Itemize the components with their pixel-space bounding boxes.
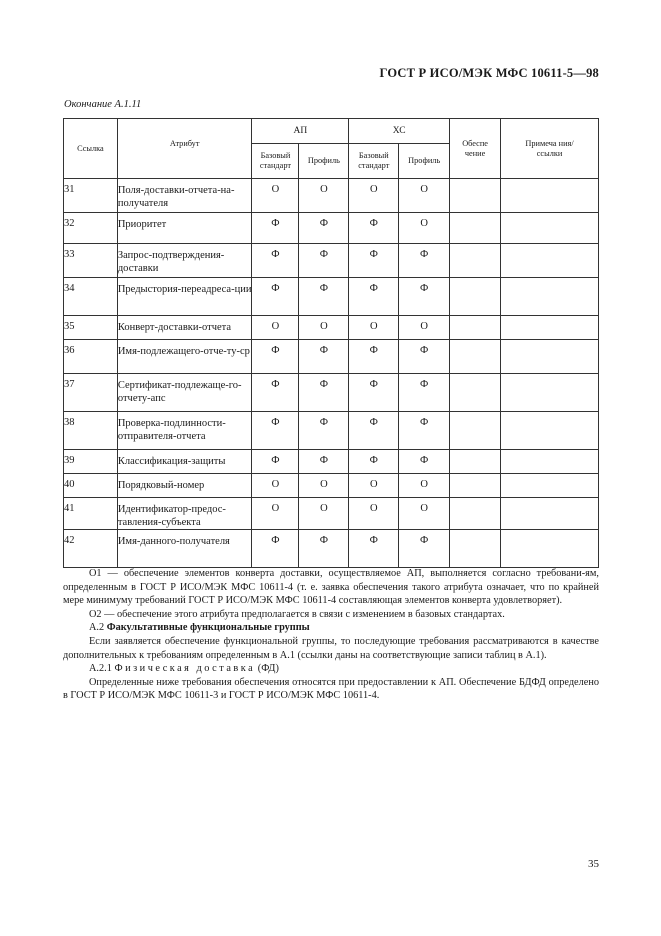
notes-cell <box>501 244 599 278</box>
xs-profile-value: Ф <box>399 530 450 568</box>
row-ref: 35 <box>64 316 118 340</box>
xs-profile-value: О <box>399 179 450 213</box>
ap-base-value: О <box>252 179 299 213</box>
row-ref: 33 <box>64 244 118 278</box>
subsection-abbr: (ФД) <box>257 663 279 675</box>
ap-profile-value: Ф <box>299 412 349 450</box>
xs-base-value: Ф <box>349 340 399 374</box>
ap-profile-value: О <box>299 316 349 340</box>
table-row <box>64 278 599 316</box>
xs-base-value: Ф <box>349 412 399 450</box>
xs-profile-value: Ф <box>399 278 450 316</box>
col-header-ap-base: Базовый стандарт <box>252 144 299 179</box>
provision-cell <box>450 474 501 498</box>
page-number: 35 <box>588 858 599 870</box>
xs-profile-value: Ф <box>399 374 450 412</box>
notes-cell <box>501 450 599 474</box>
section-heading-a21 <box>63 662 599 676</box>
ap-base-value: Ф <box>252 278 299 316</box>
provision-cell <box>450 340 501 374</box>
ap-base-value: О <box>252 316 299 340</box>
row-ref: 39 <box>64 450 118 474</box>
row-ref: 41 <box>64 498 118 530</box>
provision-cell <box>450 412 501 450</box>
xs-base-value: Ф <box>349 278 399 316</box>
provision-cell <box>450 179 501 213</box>
ap-profile-value: Ф <box>299 450 349 474</box>
table-body <box>64 179 599 568</box>
row-ref: 31 <box>64 179 118 213</box>
requirements-table <box>63 118 599 568</box>
xs-profile-value: О <box>399 316 450 340</box>
col-header-attribute: Атрибут <box>117 119 252 179</box>
col-header-notes: Примеча ния/ссылки <box>501 119 599 179</box>
notes-cell <box>501 213 599 244</box>
xs-base-value: О <box>349 316 399 340</box>
xs-base-value: Ф <box>349 244 399 278</box>
xs-profile-value: Ф <box>399 450 450 474</box>
xs-profile-value: Ф <box>399 244 450 278</box>
ap-profile-value: Ф <box>299 278 349 316</box>
ap-profile-value: О <box>299 179 349 213</box>
ap-base-value: Ф <box>252 213 299 244</box>
paragraph-a21: Определенные ниже требования обеспечения относятся при предоставлении к АП. Обеспечение БДФД определено в ГОСТ Р ИСО/МЭК МФС 10611-3 и ГОСТ Р ИСО/МЭК МФС 10611-4. <box>63 676 599 702</box>
col-header-xs: ХС <box>349 119 450 144</box>
col-header-ap: АП <box>252 119 349 144</box>
xs-profile-value: О <box>399 498 450 530</box>
table-row <box>64 316 599 340</box>
subsection-title: Физическая доставка <box>114 663 256 675</box>
body-text <box>63 567 599 703</box>
provision-cell <box>450 450 501 474</box>
provision-cell <box>450 244 501 278</box>
ap-base-value: О <box>252 498 299 530</box>
xs-profile-value: Ф <box>399 340 450 374</box>
notes-cell <box>501 340 599 374</box>
row-ref: 40 <box>64 474 118 498</box>
xs-base-value: О <box>349 474 399 498</box>
row-attribute: Предыстория-переадреса-ции <box>117 278 252 316</box>
table-row <box>64 450 599 474</box>
notes-cell <box>501 316 599 340</box>
ap-base-value: Ф <box>252 450 299 474</box>
table-row <box>64 498 599 530</box>
row-ref: 36 <box>64 340 118 374</box>
note-o2: О2 — обеспечение этого атрибута предполагается в связи с изменением в базовых стандартах. <box>89 608 505 620</box>
xs-base-value: Ф <box>349 213 399 244</box>
xs-profile-value: О <box>399 474 450 498</box>
table-row <box>64 244 599 278</box>
provision-cell <box>450 498 501 530</box>
table-row <box>64 213 599 244</box>
provision-cell <box>450 530 501 568</box>
xs-base-value: Ф <box>349 374 399 412</box>
notes-cell <box>501 474 599 498</box>
xs-base-value: Ф <box>349 530 399 568</box>
note-o1: О1 — обеспечение элементов конверта доставки, осуществляемое АП, выполняется согласно требовани-ям, определенным в ГОСТ Р ИСО/МЭК МФС 10611-4 (т. е. заявка обеспечения такого атрибута означает, что по крайней мере минимуму требований ГОСТ Р ИСО/МЭК МФС 10611-4 составляющая элементов конверта удовлетворяет). <box>63 568 599 607</box>
table-row <box>64 179 599 213</box>
col-header-ref: Ссылка <box>64 119 118 179</box>
row-attribute: Поля-доставки-отчета-на-получателя <box>117 179 252 213</box>
ap-base-value: Ф <box>252 340 299 374</box>
row-attribute: Проверка-подлинности-отправителя-отчета <box>117 412 252 450</box>
xs-profile-value: Ф <box>399 412 450 450</box>
provision-cell <box>450 316 501 340</box>
ap-profile-value: О <box>299 498 349 530</box>
row-attribute: Имя-подлежащего-отче-ту-ср <box>117 340 252 374</box>
section-heading-a2 <box>63 621 599 635</box>
table-row <box>64 530 599 568</box>
table-row <box>64 412 599 450</box>
xs-profile-value: О <box>399 213 450 244</box>
col-header-xs-base: Базовый стандарт <box>349 144 399 179</box>
row-attribute: Запрос-подтверждения-доставки <box>117 244 252 278</box>
xs-base-value: О <box>349 498 399 530</box>
col-header-provision: Обеспе чение <box>450 119 501 179</box>
row-attribute: Конверт-доставки-отчета <box>117 316 252 340</box>
xs-base-value: Ф <box>349 450 399 474</box>
row-ref: 38 <box>64 412 118 450</box>
col-header-ap-profile: Профиль <box>299 144 349 179</box>
notes-cell <box>501 530 599 568</box>
row-ref: 34 <box>64 278 118 316</box>
ap-profile-value: Ф <box>299 530 349 568</box>
ap-profile-value: О <box>299 474 349 498</box>
subsection-number: А.2.1 <box>89 663 112 675</box>
notes-cell <box>501 179 599 213</box>
ap-base-value: Ф <box>252 530 299 568</box>
provision-cell <box>450 278 501 316</box>
row-attribute: Имя-данного-получателя <box>117 530 252 568</box>
ap-base-value: Ф <box>252 412 299 450</box>
row-attribute: Порядковый-номер <box>117 474 252 498</box>
notes-cell <box>501 412 599 450</box>
row-attribute: Классификация-защиты <box>117 450 252 474</box>
table-row <box>64 474 599 498</box>
row-attribute: Приоритет <box>117 213 252 244</box>
provision-cell <box>450 374 501 412</box>
table-caption: Окончание А.1.11 <box>64 99 142 110</box>
col-header-xs-profile: Профиль <box>399 144 450 179</box>
xs-base-value: О <box>349 179 399 213</box>
ap-profile-value: Ф <box>299 374 349 412</box>
provision-cell <box>450 213 501 244</box>
row-attribute: Сертификат-подлежаще-го-отчету-апс <box>117 374 252 412</box>
row-attribute: Идентификатор-предос-тавления-субъекта <box>117 498 252 530</box>
notes-cell <box>501 278 599 316</box>
section-title: Факультативные функциональные группы <box>106 622 310 634</box>
paragraph-a2: Если заявляется обеспечение функциональной группы, то последующие требования рассматриваются в качестве дополнительных к требованиям определенным в А.1 (ссылки даны на соответствующие записи таблиц в А.1). <box>63 635 599 661</box>
ap-base-value: О <box>252 474 299 498</box>
ap-base-value: Ф <box>252 374 299 412</box>
row-ref: 42 <box>64 530 118 568</box>
ap-profile-value: Ф <box>299 244 349 278</box>
ap-profile-value: Ф <box>299 340 349 374</box>
notes-cell <box>501 498 599 530</box>
row-ref: 32 <box>64 213 118 244</box>
notes-cell <box>501 374 599 412</box>
section-number: А.2 <box>89 622 105 634</box>
table-row <box>64 374 599 412</box>
document-header: ГОСТ Р ИСО/МЭК МФС 10611-5—98 <box>379 66 599 80</box>
ap-profile-value: Ф <box>299 213 349 244</box>
row-ref: 37 <box>64 374 118 412</box>
table-row <box>64 340 599 374</box>
ap-base-value: Ф <box>252 244 299 278</box>
